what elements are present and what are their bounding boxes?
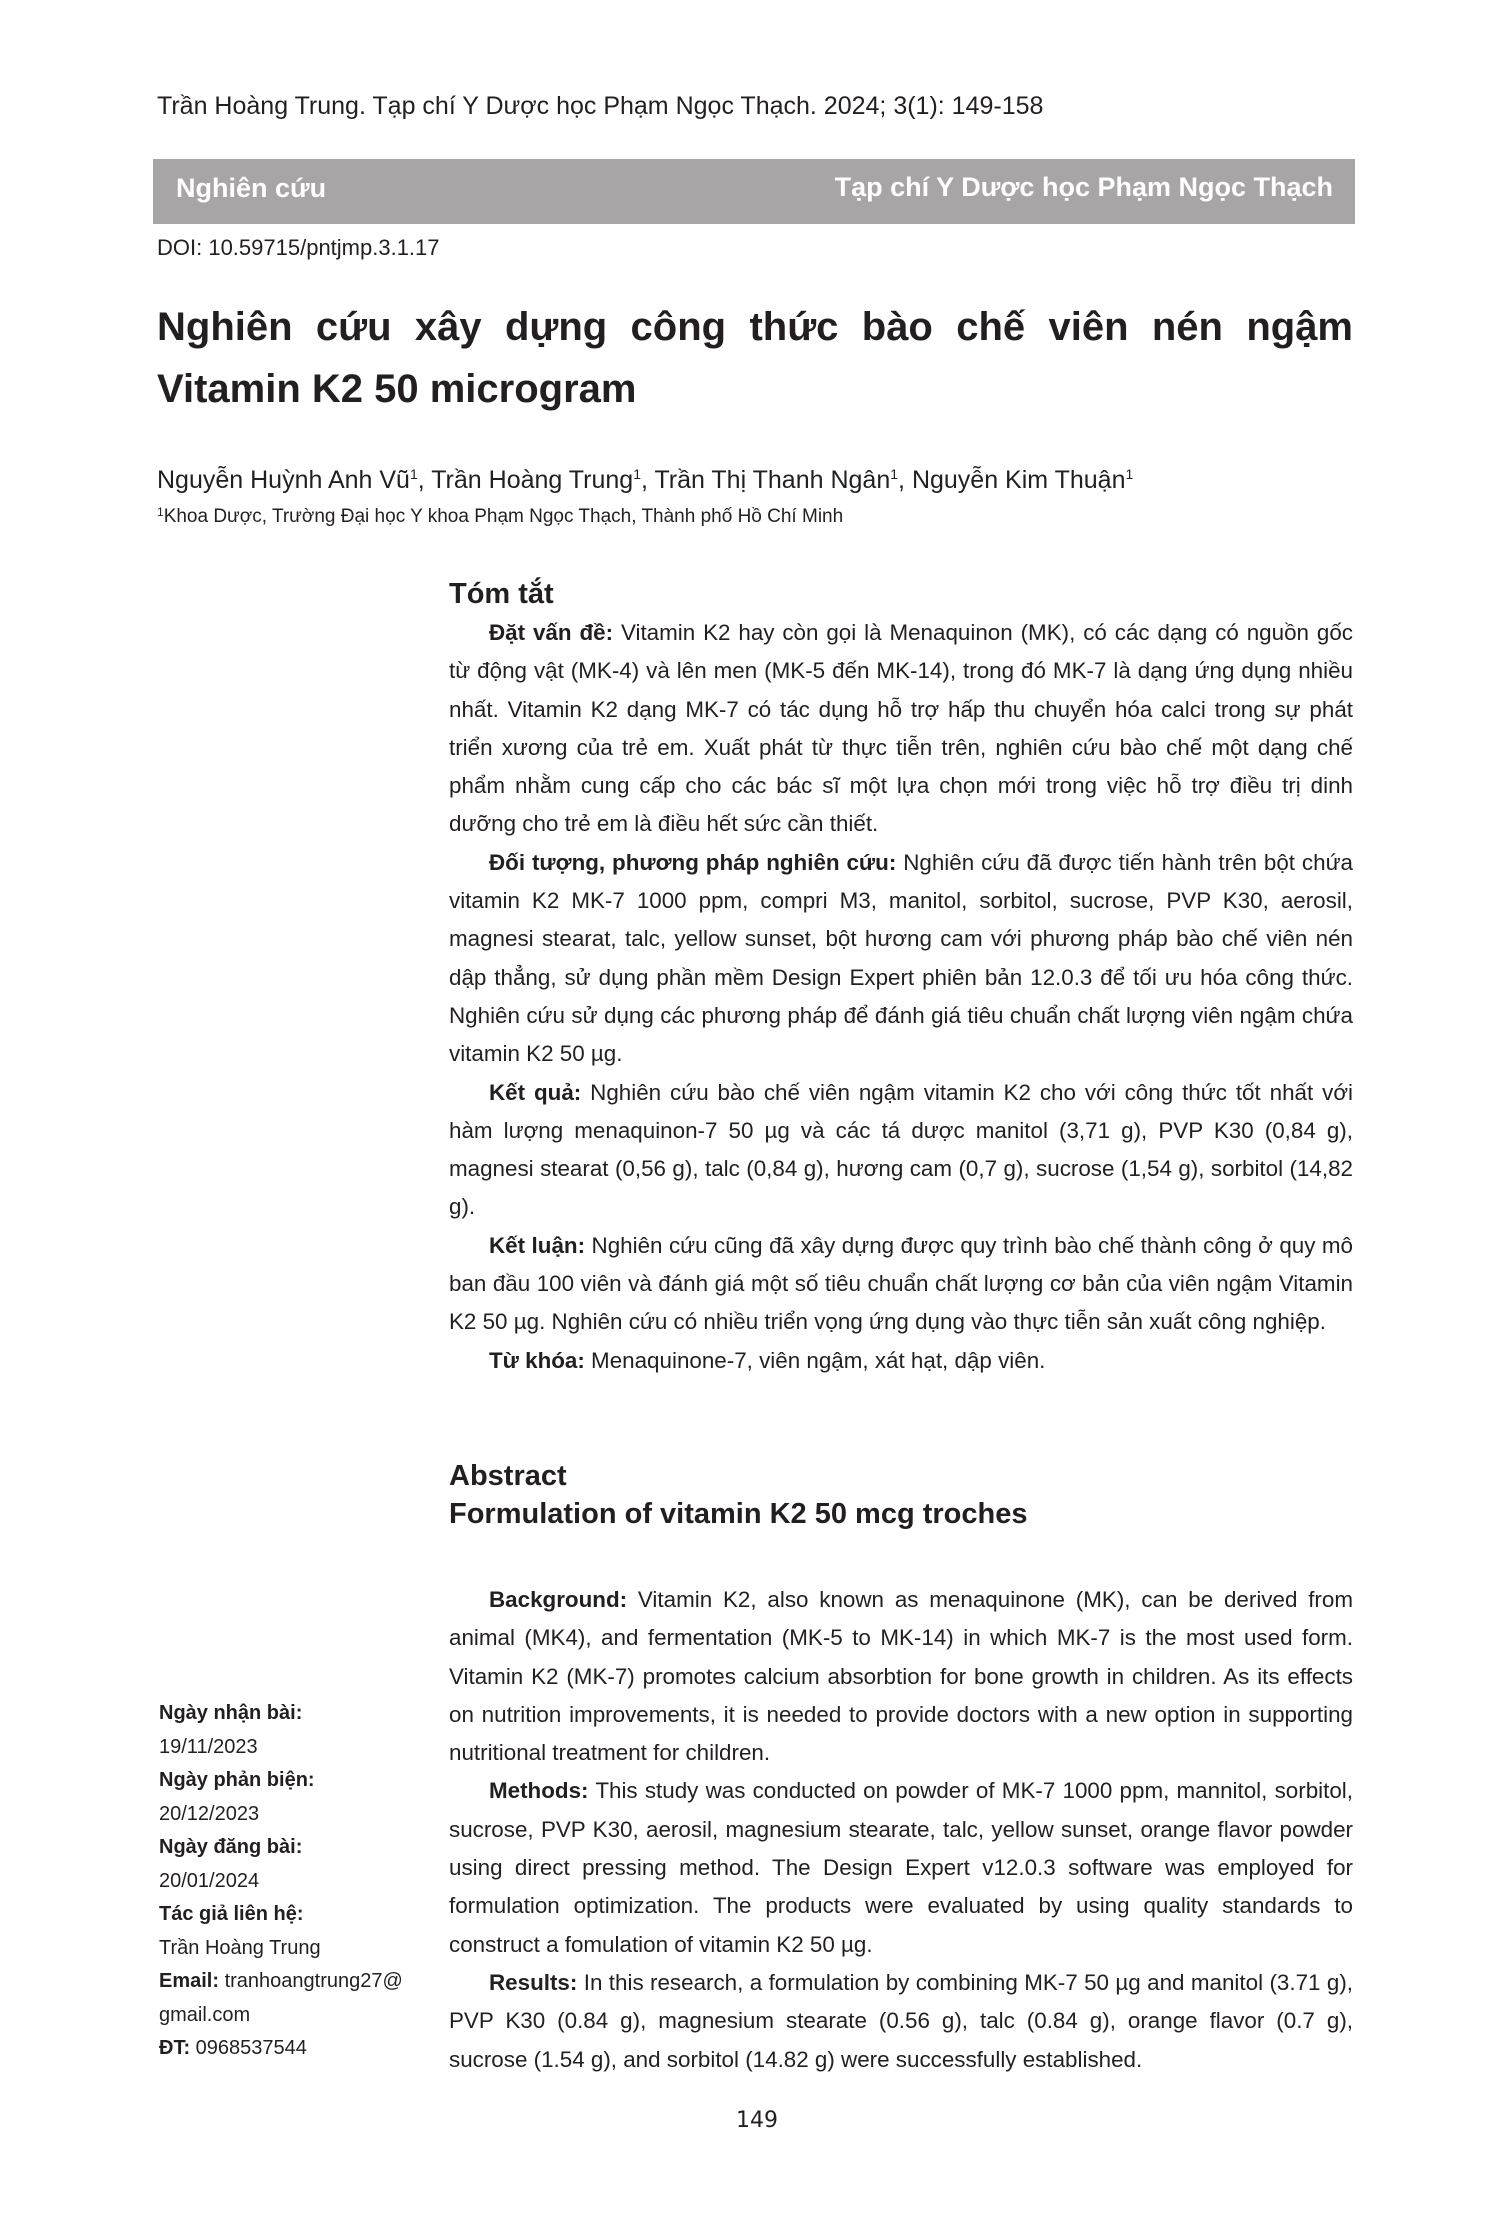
section-text: Nghiên cứu bào chế viên ngậm vitamin K2 cho với công thức tốt nhất với hàm lượng menaquinon-7 50 µg và các tá dược manitol (3,71 g), PVP K30 (0,84 g), magnesi stearat (0,56 g), talc (0,84 g), hương cam (0,7 g), sucrose (1,54 g), sorbitol (14,82 g). <box>449 1079 1353 1220</box>
section-text: Nghiên cứu cũng đã xây dựng được quy trình bào chế thành công ở quy mô ban đầu 100 viên và đánh giá một số tiêu chuẩn chất lượng cơ bản của viên ngậm Vitamin K2 50 µg. Nghiên cứu có nhiều triển vọng ứng dụng vào thực tiễn sản xuất công nghiệp. <box>449 1232 1353 1335</box>
title-line-2: Vitamin K2 50 microgram <box>157 367 637 411</box>
published-label: Ngày đăng bài: <box>159 1836 303 1858</box>
phone-line <box>159 2032 439 2066</box>
doi-link[interactable]: DOI: 10.59715/pntjmp.3.1.17 <box>157 235 440 260</box>
author-list <box>157 466 1133 495</box>
abstract-results <box>449 1964 1353 2079</box>
article-metadata <box>159 1697 439 2066</box>
author-name: Trần Hoàng Trung <box>431 466 634 494</box>
summary-conclusion <box>449 1227 1353 1342</box>
received-label: Ngày nhận bài: <box>159 1702 303 1724</box>
separator: , <box>417 466 432 494</box>
published-date: 20/01/2024 <box>159 1869 260 1892</box>
summary-keywords <box>449 1342 1353 1380</box>
citation-line: Trần Hoàng Trung. Tạp chí Y Dược học Phạm Ngọc Thạch. 2024; 3(1): 149-158 <box>157 92 1044 120</box>
phone-value: 0968537544 <box>190 2037 307 2059</box>
affiliation-marker: 1 <box>409 466 418 482</box>
section-label: Background: <box>489 1587 628 1612</box>
affiliation-marker: 1 <box>633 466 641 482</box>
affiliation-marker: 1 <box>1125 466 1134 482</box>
summary-heading: Tóm tắt <box>449 578 554 610</box>
phone-label: ĐT: <box>159 2037 191 2059</box>
abstract-title: Formulation of vitamin K2 50 mcg troches <box>449 1498 1028 1530</box>
affiliation-marker: 1 <box>890 466 899 482</box>
affiliation-text: Khoa Dược, Trường Đại học Y khoa Phạm Ngọc Thạch, Thành phố Hồ Chí Minh <box>163 506 844 527</box>
affiliation <box>157 505 843 528</box>
page-number: 149 <box>736 2108 778 2133</box>
section-text: Menaquinone-7, viên ngậm, xát hạt, dập viên. <box>584 1347 1046 1373</box>
section-label: Đối tượng, phương pháp nghiên cứu: <box>489 849 897 875</box>
section-label: Đặt vấn đề: <box>489 620 614 645</box>
abstract-background <box>449 1581 1353 1772</box>
section-text: In this research, a formulation by combining MK-7 50 µg and manitol (3.71 g), PVP K30 (0.84 g), magnesium stearate (0.56 g), talc (0.84 g), orange flavor (0.7 g), sucrose (1.54 g), and sorbitol (14.82 g) were successfully established. <box>449 1969 1353 2072</box>
summary-background <box>449 614 1353 844</box>
title-line-1: Nghiên cứu xây dựng công thức bào chế viên nén ngậm <box>157 305 1353 349</box>
email-label: Email: <box>159 1970 220 1992</box>
author-name: Trần Thị Thanh Ngân <box>654 466 891 494</box>
summary-methods <box>449 844 1353 1074</box>
summary-vi <box>449 578 1353 1380</box>
section-label: Từ khóa: <box>489 1347 585 1373</box>
reviewed-label: Ngày phản biện: <box>159 1769 315 1791</box>
email-line <box>159 1965 439 1999</box>
article-title <box>157 296 1353 420</box>
email-value-cont[interactable]: gmail.com <box>159 2003 251 2026</box>
abstract-heading: Abstract <box>449 1460 567 1492</box>
summary-results <box>449 1074 1353 1227</box>
section-label: Nghiên cứu <box>176 173 327 203</box>
separator: , <box>898 466 912 494</box>
section-header-bar <box>153 159 1355 224</box>
received-date: 19/11/2023 <box>159 1735 258 1758</box>
affiliation-marker: 1 <box>157 505 164 519</box>
section-text: Nghiên cứu đã được tiến hành trên bột chứa vitamin K2 MK-7 1000 ppm, compri M3, manitol, sorbitol, sucrose, PVP K30, aerosil, magnesi stearat, talc, yellow sunset, bột hương cam với phương pháp bào chế viên nén dập thẳng, sử dụng phần mềm Design Expert phiên bản 12.0.3 để tối ưu hóa công thức. Nghiên cứu sử dụng các phương pháp để đánh giá tiêu chuẩn chất lượng viên ngậm chứa vitamin K2 50 µg. <box>449 849 1354 1067</box>
section-label: Results: <box>489 1969 578 1995</box>
reviewed-date: 20/12/2023 <box>159 1802 260 1825</box>
author-name: Nguyễn Huỳnh Anh Vũ <box>157 466 410 494</box>
abstract-methods <box>449 1772 1353 1963</box>
abstract-en <box>449 1457 1353 2079</box>
email-value[interactable]: tranhoangtrung27@ <box>219 1970 403 1992</box>
journal-name: Tạp chí Y Dược học Phạm Ngọc Thạch <box>834 172 1333 202</box>
separator: , <box>640 466 655 494</box>
contact-label: Tác giả liên hệ: <box>159 1903 304 1925</box>
section-text: Vitamin K2 hay còn gọi là Menaquinon (MK), có các dạng có nguồn gốc từ động vật (MK-4) và lên men (MK-5 đến MK-14), trong đó MK-7 là dạng ứng dụng nhiều nhất. Vitamin K2 dạng MK-7 có tác dụng hỗ trợ hấp thu chuyển hóa calci trong sự phát triển xương của trẻ em. Xuất phát từ thực tiễn trên, nghiên cứu bào chế một dạng chế phẩm nhằm cung cấp cho các bác sĩ một lựa chọn mới trong việc hỗ trợ điều trị dinh dưỡng cho trẻ em là điều hết sức cần thiết. <box>449 620 1353 837</box>
section-text: Vitamin K2, also known as menaquinone (MK), can be derived from animal (MK4), and fermentation (MK-5 to MK-14) in which MK-7 is the most used form. Vitamin K2 (MK-7) promotes calcium absorbtion for bone growth in children. As its effects on nutrition improvements, it is needed to provide doctors with a new option in supporting nutritional treatment for children. <box>449 1587 1353 1766</box>
section-text: This study was conducted on powder of MK-7 1000 ppm, mannitol, sorbitol, sucrose, PVP K30, aerosil, magnesium stearate, talc, yellow sunset, orange flavor powder using direct pressing method. The Design Expert v12.0.3 software was employed for formulation optimization. The products were evaluated by using quality standards to construct a fomulation of vitamin K2 50 µg. <box>449 1778 1353 1957</box>
section-label: Kết luận: <box>489 1232 586 1258</box>
contact-name: Trần Hoàng Trung <box>159 1936 321 1959</box>
author-name: Nguyễn Kim Thuận <box>911 466 1126 494</box>
section-label: Kết quả: <box>489 1079 582 1105</box>
section-label: Methods: <box>489 1778 589 1804</box>
